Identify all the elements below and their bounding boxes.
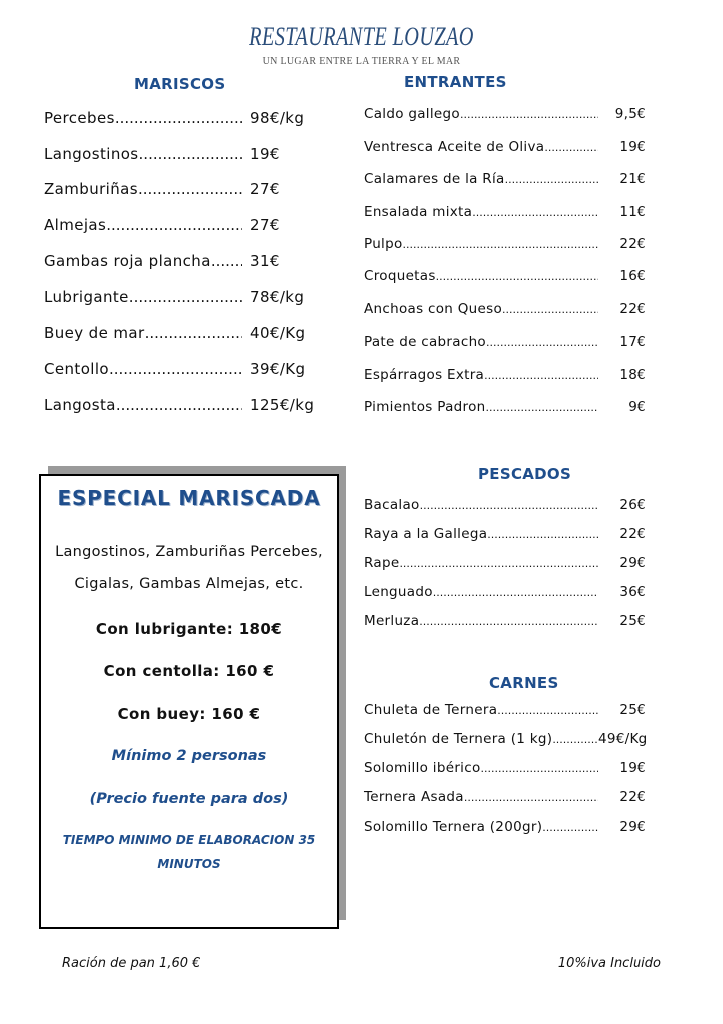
item-name: Lubrigante (44, 288, 129, 306)
item-name: Anchoas con Queso (364, 301, 503, 317)
menu-item (364, 702, 660, 718)
menu-item (44, 145, 312, 163)
menu-item (364, 106, 660, 122)
menu-item (364, 399, 660, 415)
item-price: 22€ (619, 236, 646, 252)
menu-item (364, 760, 660, 776)
dot-leader (419, 613, 598, 629)
item-name: Bacalao (364, 497, 420, 513)
item-name: Pate de cabracho (364, 334, 486, 350)
item-price: 78€/kg (250, 288, 305, 306)
menu-item (364, 139, 660, 155)
menu-item (364, 367, 660, 383)
item-price: 22€ (619, 526, 646, 542)
especial-mariscada-box (39, 474, 339, 929)
menu-item (364, 789, 660, 805)
item-name: Croquetas (364, 268, 436, 284)
dot-leader (544, 139, 598, 155)
item-name: Ensalada mixta (364, 204, 473, 220)
item-name: Langosta (44, 396, 116, 414)
item-price: 9€ (628, 399, 646, 415)
menu-item (44, 396, 315, 414)
item-price: 19€ (619, 139, 646, 155)
dot-leader (486, 334, 598, 350)
menu-item (364, 526, 660, 542)
dot-leader (145, 324, 242, 342)
item-price: 29€ (619, 819, 646, 835)
menu-item (364, 731, 660, 747)
menu-item (44, 216, 312, 234)
item-name: Solomillo Ternera (200gr) (364, 819, 543, 835)
menu-item (44, 180, 312, 198)
item-price: 39€/Kg (250, 360, 306, 378)
dot-leader (211, 252, 242, 270)
item-name: Langostinos (44, 145, 139, 163)
menu-item (44, 324, 312, 342)
option-buey: Con buey: 160 € (117, 705, 261, 723)
item-price: 31€ (250, 252, 280, 270)
mariscos-heading: MARISCOS (134, 75, 226, 93)
menu-item (364, 236, 660, 252)
item-name: Ventresca Aceite de Oliva (364, 139, 545, 155)
item-name: Raya a la Gallega (364, 526, 488, 542)
item-name: Espárragos Extra (364, 367, 485, 383)
item-name: Merluza (364, 613, 420, 629)
item-price: 22€ (619, 789, 646, 805)
item-name: Caldo gallego (364, 106, 460, 122)
menu-item (364, 334, 660, 350)
bread-price: Ración de pan 1,60 € (62, 956, 201, 971)
dot-leader (433, 584, 598, 600)
item-name: Almejas (44, 216, 107, 234)
dot-leader (485, 399, 598, 415)
item-price: 27€ (250, 216, 280, 234)
item-name: Ternera Asada (364, 789, 464, 805)
dot-leader (464, 789, 598, 805)
dot-leader (472, 204, 598, 220)
iva-note: 10%iva Incluido (557, 956, 661, 971)
pescados-heading: PESCADOS (478, 465, 572, 483)
dot-leader (138, 180, 242, 198)
menu-item (364, 171, 660, 187)
menu-item (364, 613, 660, 629)
dot-leader (487, 526, 598, 542)
item-price: 29€ (619, 555, 646, 571)
item-price: 49€/Kg (598, 731, 648, 747)
item-price: 9,5€ (614, 106, 646, 122)
option-lubrigante: Con lubrigante: 180€ (95, 620, 283, 638)
item-name: Solomillo ibérico (364, 760, 481, 776)
item-name: Buey de mar (44, 324, 145, 342)
preparation-time: TIEMPO MINIMO DE ELABORACION 35 MINUTOS (62, 833, 316, 871)
dot-leader (116, 396, 242, 414)
restaurant-subtitle: UN LUGAR ENTRE LA TIERRA Y EL MAR (262, 56, 461, 67)
dot-leader (502, 301, 598, 317)
dot-leader (399, 555, 598, 571)
dot-leader (497, 702, 598, 718)
item-price: 26€ (619, 497, 646, 513)
item-price: 21€ (619, 171, 646, 187)
minimum-persons: Mínimo 2 personas (111, 748, 267, 764)
item-price: 19€ (250, 145, 280, 163)
menu-item (364, 555, 660, 571)
menu-item (364, 204, 660, 220)
dot-leader (129, 288, 242, 306)
item-name: Rape (364, 555, 400, 571)
dot-leader (403, 236, 598, 252)
item-price: 125€/kg (250, 396, 315, 414)
item-price: 17€ (619, 334, 646, 350)
carnes-heading: CARNES (489, 674, 559, 692)
item-name: Pimientos Padron (364, 399, 486, 415)
menu-item (44, 288, 312, 306)
item-name: Zamburiñas (44, 180, 138, 198)
dot-leader (139, 145, 242, 163)
dot-leader (115, 109, 242, 127)
restaurant-title: RESTAURANTE LOUZAO (249, 22, 474, 51)
item-price: 25€ (619, 702, 646, 718)
dot-leader (542, 819, 598, 835)
dot-leader (484, 367, 598, 383)
item-price: 16€ (619, 268, 646, 284)
item-price: 27€ (250, 180, 280, 198)
dot-leader (552, 731, 598, 747)
entrantes-heading: ENTRANTES (404, 73, 507, 91)
dot-leader (436, 268, 598, 284)
menu-item (364, 584, 660, 600)
item-price: 22€ (619, 301, 646, 317)
dot-leader (481, 760, 598, 776)
item-price: 19€ (619, 760, 646, 776)
menu-item (44, 252, 312, 270)
option-centolla: Con centolla: 160 € (103, 662, 275, 680)
item-price: 98€/kg (250, 109, 305, 127)
item-name: Percebes (44, 109, 115, 127)
item-name: Calamares de la Ría (364, 171, 505, 187)
item-price: 40€/Kg (250, 324, 306, 342)
item-price: 25€ (619, 613, 646, 629)
item-name: Centollo (44, 360, 109, 378)
menu-item (364, 301, 660, 317)
dot-leader (420, 497, 598, 513)
item-price: 18€ (619, 367, 646, 383)
item-name: Chuletón de Ternera (1 kg) (364, 731, 553, 747)
item-name: Gambas roja plancha (44, 252, 211, 270)
dot-leader (106, 216, 242, 234)
item-price: 36€ (619, 584, 646, 600)
menu-item (44, 109, 312, 127)
dot-leader (505, 171, 598, 187)
menu-item (364, 819, 660, 835)
item-name: Chuleta de Ternera (364, 702, 498, 718)
item-name: Pulpo (364, 236, 403, 252)
item-price: 11€ (619, 204, 646, 220)
menu-item (364, 268, 660, 284)
menu-item (44, 360, 312, 378)
especial-line-1: Langostinos, Zamburiñas Percebes, (55, 544, 323, 560)
especial-line-2: Cigalas, Gambas Almejas, etc. (74, 576, 304, 592)
dot-leader (109, 360, 242, 378)
menu-item (364, 497, 660, 513)
item-name: Lenguado (364, 584, 433, 600)
price-note: (Precio fuente para dos) (89, 791, 289, 807)
especial-title: ESPECIAL MARISCADA (57, 486, 321, 510)
dot-leader (460, 106, 598, 122)
